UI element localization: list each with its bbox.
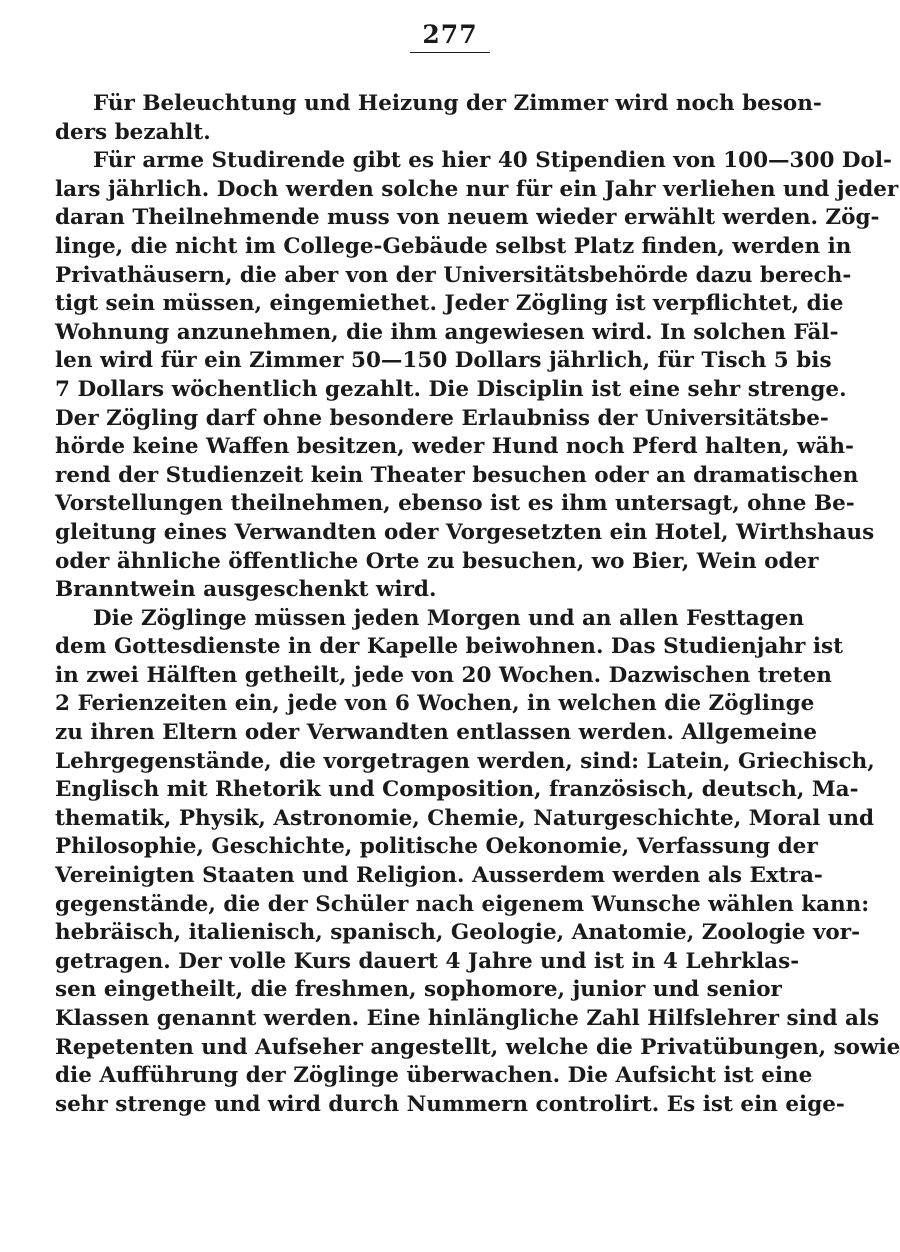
text-line: getragen. Der volle Kurs dauert 4 Jahre und ist in 4 Lehrklas- [55,948,800,974]
text-line: 2 Ferienzeiten ein, jede von 6 Wochen, in welchen die Zöglinge [55,691,815,717]
text-line: rend der Studienzeit kein Theater besuchen oder an dramatischen [55,462,859,488]
text-line: 7 Dollars wöchentlich gezahlt. Die Disciplin ist eine sehr strenge. [55,376,847,402]
text-line: Die Zöglinge müssen jeden Morgen und an allen Festtagen [93,605,805,631]
text-line: hörde keine Waffen besitzen, weder Hund noch Pferd halten, wäh- [55,434,854,460]
text-line: Branntwein ausgeschenkt wird. [55,577,437,603]
text-line: dem Gottesdienste in der Kapelle beiwohnen. Das Studienjahr ist [55,634,844,660]
text-line: Privathäusern, die aber von der Universitätsbehörde dazu berech- [55,262,852,288]
text-line: Für Beleuchtung und Heizung der Zimmer wird noch beson- [93,91,822,116]
text-line: Philosophie, Geschichte, politische Oekonomie, Verfassung der [55,834,818,860]
text-line: sen eingetheilt, die freshmen, sophomore, junior und senior [55,977,782,1003]
text-line: in zwei Hälften getheilt, jede von 20 Wochen. Dazwischen treten [55,662,832,688]
text-line: Der Zögling darf ohne besondere Erlaubniss der Universitätsbe- [55,405,829,431]
text-line: gleitung eines Verwandten oder Vorgesetzten ein Hotel, Wirthshaus [55,519,875,545]
text-line: zu ihren Eltern oder Verwandten entlassen werden. Allgemeine [55,720,818,746]
body-text [55,90,900,1119]
text-line: gegenstände, die der Schüler nach eigenem Wunsche wählen kann: [55,891,870,917]
text-line: ders bezahlt. [55,119,211,145]
text-line: Repetenten und Aufseher angestellt, welche die Privatübungen, sowie [55,1034,900,1060]
text-line: daran Theilnehmende muss von neuem wieder erwählt werden. Zög- [55,205,880,231]
text-line: lars jährlich. Doch werden solche nur für ein Jahr verliehen und jeder [55,176,899,202]
text-line: hebräisch, italienisch, spanisch, Geologie, Anatomie, Zoologie vor- [55,920,861,946]
text-line: Vorstellungen theilnehmen, ebenso ist es ihm untersagt, ohne Be- [55,491,855,517]
text-line: die Aufführung der Zöglinge überwachen. Die Aufsicht ist eine [55,1063,813,1089]
text-line: Lehrgegenstände, die vorgetragen werden, sind: Latein, Griechisch, [55,748,875,774]
text-line: Klassen genannt werden. Eine hinlängliche Zahl Hilfslehrer sind als [55,1006,880,1031]
text-line: linge, die nicht im College-Gebäude selbst Platz finden, werden in [55,233,852,259]
text-line: Englisch mit Rhetorik und Composition, französisch, deutsch, Ma- [55,777,859,803]
text-line: Für arme Studirende gibt es hier 40 Stipendien von 100—300 Dol- [93,148,892,174]
page-number: 277 [410,20,490,53]
text-line: Wohnung anzunehmen, die ihm angewiesen wird. In solchen Fäl- [55,319,839,345]
text-line: len wird für ein Zimmer 50—150 Dollars jährlich, für Tisch 5 bis [55,348,832,374]
text-line: sehr strenge und wird durch Nummern controlirt. Es ist ein eige- [55,1091,845,1117]
text-line: Vereinigten Staaten und Religion. Ausserdem werden als Extra- [55,863,823,889]
text-line: oder ähnliche öffentliche Orte zu besuchen, wo Bier, Wein oder [55,548,819,574]
text-line: tigt sein müssen, eingemiethet. Jeder Zögling ist verpflichtet, die [55,291,844,317]
text-line: thematik, Physik, Astronomie, Chemie, Naturgeschichte, Moral und [55,805,875,831]
